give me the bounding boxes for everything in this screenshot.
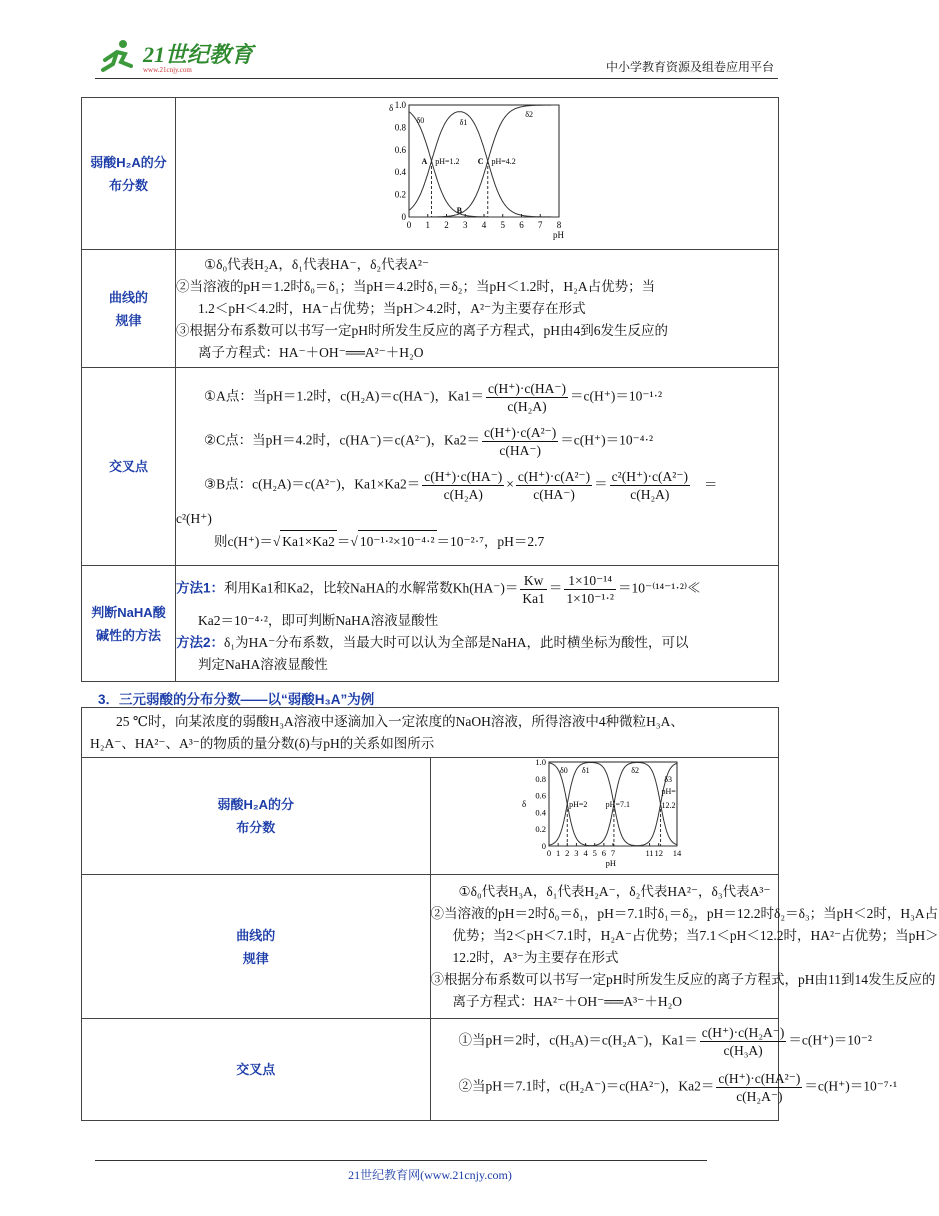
chart2-ytick: 0.4 (535, 807, 547, 818)
chart2-annotation: 12.2 (661, 801, 676, 811)
method-2-continued: 判定NaHA溶液显酸性 (198, 656, 328, 672)
curve-rules-text-2 (430, 875, 939, 1019)
chart2-xtick: 1 (556, 848, 561, 858)
chart1-xtick: 6 (519, 219, 524, 230)
page-header (95, 38, 778, 79)
chart1-curve-label: δ2 (525, 109, 534, 119)
chart2-ytick: 0 (542, 841, 547, 851)
rule2-line-2: ②当溶液的pH＝2时δ₀＝δ₁，pH＝7.1时δ₁＝δ₂，pH＝12.2时δ₂＝δ₃；当pH＜2时，H₃A占 (430, 905, 939, 921)
chart2-xtick: 12 (654, 848, 664, 858)
chart2-curve-label: δ1 (582, 766, 590, 775)
chart2-annotation: pH=7.1 (605, 800, 631, 809)
intro-line-2: H₂A⁻、HA²⁻、A³⁻的物质的量分数(δ)与pH的关系如图所示 (90, 735, 435, 751)
row-label-distribution: 弱酸H₂A的分布分数 (82, 98, 176, 250)
diprotic-acid-table (81, 97, 779, 682)
triprotic-distribution-chart (519, 758, 689, 870)
chart1-ytick: 0.4 (394, 166, 406, 177)
chart2-xtick: 14 (673, 848, 682, 858)
rule2-line-1: ①δ₀代表H₃A，δ₁代表H₂A⁻，δ₂代表HA²⁻，δ₃代表A³⁻ (458, 883, 771, 899)
rule2-line-6: 离子方程式：HA²⁻＋OH⁻══A³⁻＋H₂O (452, 993, 683, 1009)
tri-point-1-formula: ①当pH＝2时，c(H₃A)＝c(H₂A⁻)，Ka1＝ $\frac{\text{c(H⁺)·c(H₂A⁻)}}{\text{c(H₃A)}}$ ＝c(H⁺)＝10⁻² (458, 1024, 872, 1058)
chart1-xtick: 1 (425, 219, 430, 230)
footer-rule (95, 1160, 707, 1161)
chart1-point-label: A (421, 156, 428, 166)
diprotic-distribution-chart (387, 99, 567, 245)
row-label-cross-points-2: 交叉点 (82, 1019, 431, 1121)
rule2-line-4: 12.2时，A³⁻为主要存在形式 (452, 949, 619, 965)
rule2-line-3: 优势；当2＜pH＜7.1时，H₂A⁻占优势；当7.1＜pH＜12.2时，HA²⁻占优势；当pH＞ (452, 927, 939, 943)
row-label-cross-points: 交叉点 (82, 368, 176, 566)
nahA-method-text (176, 566, 779, 682)
site-logo (95, 38, 265, 74)
row-label-nahA-method: 判断NaHA酸碱性的方法 (82, 566, 176, 682)
chart1-xtick: 0 (406, 219, 412, 230)
chart2-xlabel: pH (605, 858, 617, 868)
chart1-annotation: pH=4.2 (491, 156, 516, 166)
chart1-point-label: C (477, 156, 484, 166)
method-1-continued: Ka2＝10⁻⁴·²，即可判断NaHA溶液显酸性 (198, 612, 439, 628)
chart1-curve-label: δ0 (416, 115, 425, 125)
chart1-xtick: 4 (481, 219, 487, 230)
chart1-xtick: 2 (444, 219, 449, 230)
footer-text: 21世纪教育网(www.21cnjy.com) (348, 1168, 512, 1182)
chart1-ytick: 1.0 (394, 99, 406, 110)
chart1-xtick: 5 (500, 219, 505, 230)
chart1-xtick: 8 (556, 219, 562, 230)
triprotic-intro (82, 708, 779, 758)
chart2-ytick: 0.8 (535, 773, 547, 784)
chart2-cell (430, 758, 779, 875)
curve-rules-text (176, 250, 779, 368)
chart1-ylabel: δ (389, 102, 394, 113)
chart2-curve-label: δ0 (560, 766, 569, 775)
point-a-formula: ①A点：当pH＝1.2时，c(H₂A)＝c(HA⁻)，Ka1＝ $\frac{c(H^+)\cdot c(HA^-)}{\text{c(H₂A)}}$ ＝c(H⁺)＝10⁻¹·² (204, 381, 663, 414)
tri-point-2-formula: ②当pH＝7.1时，c(H₂A⁻)＝c(HA²⁻)，Ka2＝ $\frac{\text{c(H⁺)·c(HA²⁻)}}{\text{c(H₂A⁻)}}$ ＝c(H⁺)＝10⁻⁷·¹ (458, 1070, 898, 1104)
chart2-ytick: 1.0 (535, 757, 547, 767)
rule-line-2: ②当溶液的pH＝1.2时δ₀＝δ₁；当pH＝4.2时δ₁＝δ₂；当pH＜1.2时，H₂A占优势；当 (176, 278, 656, 294)
chart2-xtick: 4 (583, 848, 588, 858)
chart2-xtick: 5 (592, 848, 598, 858)
chart2-curve-label: δ2 (631, 766, 640, 775)
chart1-xlabel: pH (553, 229, 564, 240)
cross-points-text-2 (430, 1019, 898, 1121)
chart2-xtick: 11 (645, 848, 654, 858)
rule2-line-5: ③根据分布系数可以书写一定pH时所发生反应的离子方程式，pH由11到14发生反应的 (430, 971, 936, 987)
method-2: 方法2：δ₁为HA⁻分布系数，当最大时可以认为全部是NaHA，此时横坐标为酸性，可以 (176, 634, 689, 650)
method-1: 方法1：利用Ka1和Ka2，比较NaHA的水解常数Kh(HA⁻)＝ $\frac{Kw}{Ka1}$ ＝ $\frac{\text{1×10⁻¹⁴}}{\text{1×10⁻¹·²}}$ ＝10⁻⁽¹⁴⁻¹·²⁾≪ (176, 572, 701, 606)
rule-line-5: 离子方程式：HA⁻＋OH⁻══A²⁻＋H₂O (198, 344, 424, 360)
point-c-formula: ②C点：当pH＝4.2时，c(HA⁻)＝c(A²⁻)，Ka2＝ $\frac{\text{c(H⁺)·c(A²⁻)}}{c(HA^-)}$ ＝c(H⁺)＝10⁻⁴·² (204, 425, 653, 458)
chart2-ytick: 0.2 (535, 824, 547, 835)
chart1-ytick: 0.6 (394, 144, 406, 155)
intro-line-1: 25 ℃时，向某浓度的弱酸H₃A溶液中逐滴加入一定浓度的NaOH溶液，所得溶液中4种微粒H₃A、 (116, 713, 684, 729)
chart1-ytick: 0.2 (394, 189, 406, 200)
chart2-xtick: 0 (547, 848, 552, 858)
chart2-ylabel: δ (522, 799, 527, 809)
row-label-distribution-2: 弱酸H₂A的分布分数 (82, 758, 431, 875)
rule-line-4: ③根据分布系数可以书写一定pH时所发生反应的离子方程式，pH由4到6发生反应的 (176, 322, 668, 338)
chart1-point-label: B (456, 205, 462, 215)
point-b-continued: c²(H⁺) (176, 511, 212, 526)
chart1-ytick: 0.8 (394, 121, 406, 132)
logo-text: 21世纪教育 (143, 42, 254, 67)
chart1-curve-label: δ1 (459, 117, 468, 127)
chart1-ytick: 0 (401, 211, 406, 222)
chart1-cell (176, 98, 779, 250)
chart1-xtick: 7 (538, 219, 543, 230)
chart2-ytick: 0.6 (535, 790, 547, 801)
point-b-result: 则c(H⁺)＝√ Ka1×Ka2 ＝√ 10⁻¹·²×10⁻⁴·² ＝10⁻²·⁷，pH＝2.7 (176, 530, 778, 553)
chart2-xtick: 7 (611, 848, 616, 858)
platform-name: 中小学教育资源及组卷应用平台 (605, 60, 774, 74)
chart2-annotation: pH=2 (569, 800, 588, 809)
chart2-curve-label: δ3 (664, 775, 673, 784)
chart2-annotation: pH= (661, 786, 677, 796)
chart1-xtick: 3 (463, 219, 468, 230)
chart2-xtick: 2 (565, 848, 570, 858)
section-3-heading: 3．三元弱酸的分布分数——以“弱酸H₃A”为例 (98, 692, 375, 707)
chart2-xtick: 3 (574, 848, 579, 858)
logo-url: www.21cnjy.com (143, 66, 192, 74)
cross-points-text (176, 368, 779, 566)
rule-line-3: 1.2＜pH＜4.2时，HA⁻占优势；当pH＞4.2时，A²⁻为主要存在形式 (198, 300, 586, 316)
point-b-formula: ③B点：c(H₂A)＝c(A²⁻)，Ka1×Ka2＝ $\frac{c(H^+)\cdot c(HA^-)}{\text{c(H₂A)}}$ × $\frac{\text{c(H⁺)·c(A²⁻)}}{c(HA^-)}$ ＝ $\frac{\text{c²(H⁺)·c(A²⁻)}}{\text{c(H₂A)}}$ ＝ (204, 469, 718, 502)
triprotic-acid-table (81, 707, 939, 1121)
chart2-xtick: 6 (601, 848, 607, 858)
row-label-curve-rules-2: 曲线的规律 (82, 875, 431, 1019)
chart1-annotation: pH=1.2 (435, 156, 460, 166)
rule-line-1: ①δ₀代表H₂A，δ₁代表HA⁻，δ₂代表A²⁻ (204, 256, 430, 272)
row-label-curve-rules: 曲线的规律 (82, 250, 176, 368)
